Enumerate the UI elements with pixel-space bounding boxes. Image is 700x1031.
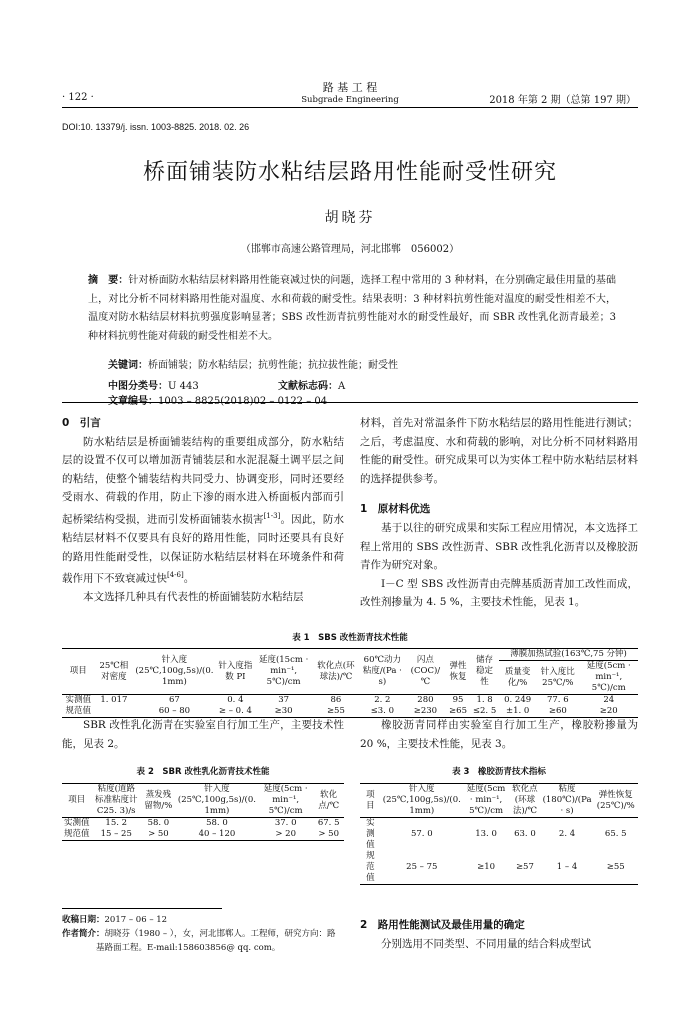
abstract-rule bbox=[62, 402, 638, 403]
abstract bbox=[88, 272, 616, 346]
table-3-caption: 表 3 橡胶沥青技术指标 bbox=[452, 767, 546, 777]
materials-paragraph-2: I－C 型 SBS 改性沥青由壳牌基质沥青加工改性而成，改性剂掺量为 4. 5 %，主要技术性能，见表 1。 bbox=[360, 577, 638, 609]
abstract-text: 针对桥面防水粘结层材料路用性能衰减过快的问题，选择工程中常用的 3 种材料，在分别确定最佳用量的基础上，对比分析不同材料路用性能对温度、水和荷载的耐受性。结果表明：3 种材料抗剪性能对温度的耐受性相差不大，温度对防水粘结层材料抗剪强度影响显著；SBS 改性沥青抗剪性能对水的耐受性最好，而 SBR 改性乳化沥青最差；3 种材料抗剪性能对荷载的耐受性相差不大。 bbox=[88, 275, 616, 342]
table-2-caption: 表 2 SBR 改性乳化沥青技术性能 bbox=[136, 767, 270, 777]
intro-paragraph-1: 防水粘结层是桥面铺装结构的重要组成部分，防水粘结层的设置不仅可以增加沥青铺装层和水泥混凝土调平层之间的粘结，使整个铺装结构共同受力、协调变形，同时还要经受雨水、荷载的作用，防止下渗的雨水进入桥面板内部而引起桥梁结构受损，进而引发桥面铺装水损害[1-3]。因此，防水粘结层材料不仅要具有良好的路用性能，同时还要具有良好的路用性能耐受性，以保证防水粘结层材料在环境条件和荷载作用下不致衰减过快[4-6]。 bbox=[62, 435, 345, 585]
section-0-heading: 0 引言 bbox=[62, 417, 101, 429]
author-info: 胡晓芬（1980 – ），女，河北邯郸人。工程师，研究方向：路基路面工程。E-mail:158603856@ qq. com。 bbox=[96, 929, 336, 953]
intro-paragraph-2: 本文选择几种具有代表性的桥面铺装防水粘结层 bbox=[83, 591, 304, 604]
table-3-grid: 项目 针入度(25℃,100g,5s)/(0. 1mm) 延度(5cm · min⁻¹, 5℃)/cm 软化点(环球法)/℃ 粘度(180℃)/(Pa · s) 弹性恢复(25℃)/% 实测值 57. 0 13. 0 63. 0 2. 4 65. 5 规范值 25 – 75 ≥10 ≥57 1 – 4 ≥55 bbox=[360, 783, 638, 885]
section-2-paragraph: 分别选用不同类型、不同用量的结合料成型试 bbox=[381, 937, 591, 950]
clc-value: U 443 bbox=[168, 381, 199, 392]
table-1 bbox=[62, 631, 638, 718]
author-info-label: 作者简介： bbox=[62, 929, 105, 939]
text-before-table-2: SBR 改性乳化沥青在实验室自行加工生产，主要技术性能，见表 2。 bbox=[62, 719, 344, 750]
journal-title-en: Subgrade Engineering bbox=[301, 95, 399, 105]
article-no-label: 文章编号： bbox=[108, 396, 158, 407]
table-row: 实测值 1. 017 67 0. 4 37 86 2. 2 280 95 1. 8 0. 249 77. 6 24 bbox=[62, 695, 638, 707]
table-1-grid: 项目 25℃相对密度 针入度(25℃,100g,5s)/(0. 1mm) 针入度指数 PI 延度(15cm · min⁻¹, 5℃)/cm 软化点(环球法)/℃ 60℃动力粘度/(Pa · s) 闪点(COC)/℃ 弹性恢复 储存稳定性 薄膜加热试验(163℃,75 分钟) 质量变化/% 针入度比 25℃/% 延度(5cm · min⁻¹, 5℃)/cm 实测值 1. 017 67 0. 4 37 86 2. 2 280 95 1. 8 0. 249 77. 6 24 规范值 60 – 80 ≥ – 0. 4 ≥30 ≥55 ≤3. 0 ≥230 ≥65 ≤2. 5 ±1. 0 ≥60 ≥20 bbox=[62, 648, 638, 718]
section-1-heading: 1 原材料优选 bbox=[360, 503, 431, 516]
received-label: 收稿日期： bbox=[62, 915, 105, 925]
text-before-table-3: 橡胶沥青同样由实验室自行加工生产，橡胶粉掺量为 20 %，主要技术性能，见表 3。 bbox=[360, 719, 638, 750]
materials-paragraph-1: 基于以往的研究成果和实际工程应用情况，本文选择工程上常用的 SBS 改性沥青、SBR 改性乳化沥青以及橡胶沥青作为研究对象。 bbox=[360, 521, 638, 572]
table-row: 实测值 15. 2 58. 0 58. 0 37. 0 67. 5 bbox=[62, 818, 344, 830]
clc-label: 中图分类号： bbox=[108, 381, 168, 392]
section-2 bbox=[360, 916, 638, 953]
left-column bbox=[62, 414, 344, 607]
affiliation: （邯郸市高速公路管理局，河北邯郸 056002） bbox=[240, 244, 460, 255]
table-row: 规范值 15 – 25 > 50 40 – 120 > 20 > 50 bbox=[62, 829, 344, 841]
keywords bbox=[108, 356, 398, 371]
footnote-rule bbox=[62, 908, 222, 909]
abstract-label: 摘 要： bbox=[88, 275, 129, 286]
paper-title: 桥面铺装防水粘结层路用性能耐受性研究 bbox=[142, 160, 557, 185]
page-number: · 122 · bbox=[62, 92, 94, 103]
right-column bbox=[360, 414, 638, 612]
received-date: 2017 – 06 – 12 bbox=[104, 915, 168, 925]
table-row: 实测值 57. 0 13. 0 63. 0 2. 4 65. 5 bbox=[360, 818, 638, 852]
table-3 bbox=[360, 765, 638, 885]
table-1-group-header: 薄膜加热试验(163℃,75 分钟) bbox=[499, 649, 638, 661]
keywords-text: 桥面铺装；防水粘结层；抗剪性能；抗拉拔性能；耐受性 bbox=[148, 360, 398, 371]
author: 胡晓芬 bbox=[324, 210, 376, 226]
keywords-label: 关键词： bbox=[108, 360, 148, 371]
journal-title-cn: 路 基 工 程 bbox=[322, 81, 378, 94]
doc-code-value: A bbox=[338, 381, 346, 392]
table-2-grid: 项目 粘度(道路标准粘度计 C25. 3)/s 蒸发残留物/% 针入度(25℃,100g,5s)/(0. 1mm) 延度(5cm · min⁻¹, 5℃)/cm 软化点/℃ 实测值 15. 2 58. 0 58. 0 37. 0 67. 5 规范值 15 – 25 > 50 40 – 120 > 20 > 50 bbox=[62, 783, 344, 841]
doc-code-label: 文献标志码： bbox=[278, 381, 338, 392]
issue-info: 2018 年第 2 期（总第 197 期） bbox=[489, 95, 636, 106]
footnote bbox=[62, 913, 344, 955]
doi: DOI:10. 13379/j. issn. 1003-8825. 2018. 02. 26 bbox=[62, 122, 250, 132]
table-row: 规范值 60 – 80 ≥ – 0. 4 ≥30 ≥55 ≤3. 0 ≥230 ≥65 ≤2. 5 ±1. 0 ≥60 ≥20 bbox=[62, 706, 638, 718]
table-1-caption: 表 1 SBS 改性沥青技术性能 bbox=[292, 633, 408, 643]
table-2 bbox=[62, 765, 344, 841]
article-no-value: 1003 – 8825(2018)02 – 0122 – 04 bbox=[158, 396, 328, 407]
section-2-heading: 2 路用性能测试及最佳用量的确定 bbox=[360, 919, 525, 931]
intro-paragraph-2-cont: 材料，首先对常温条件下防水粘结层的路用性能进行测试；之后，考虑温度、水和荷载的影响，对比分析不同材料路用性能的耐受性。研究成果可以为实体工程中防水粘结层材料的选择提供参考。 bbox=[360, 417, 638, 485]
table-row: 规范值 25 – 75 ≥10 ≥57 1 – 4 ≥55 bbox=[360, 851, 638, 885]
header-rule bbox=[62, 107, 638, 108]
